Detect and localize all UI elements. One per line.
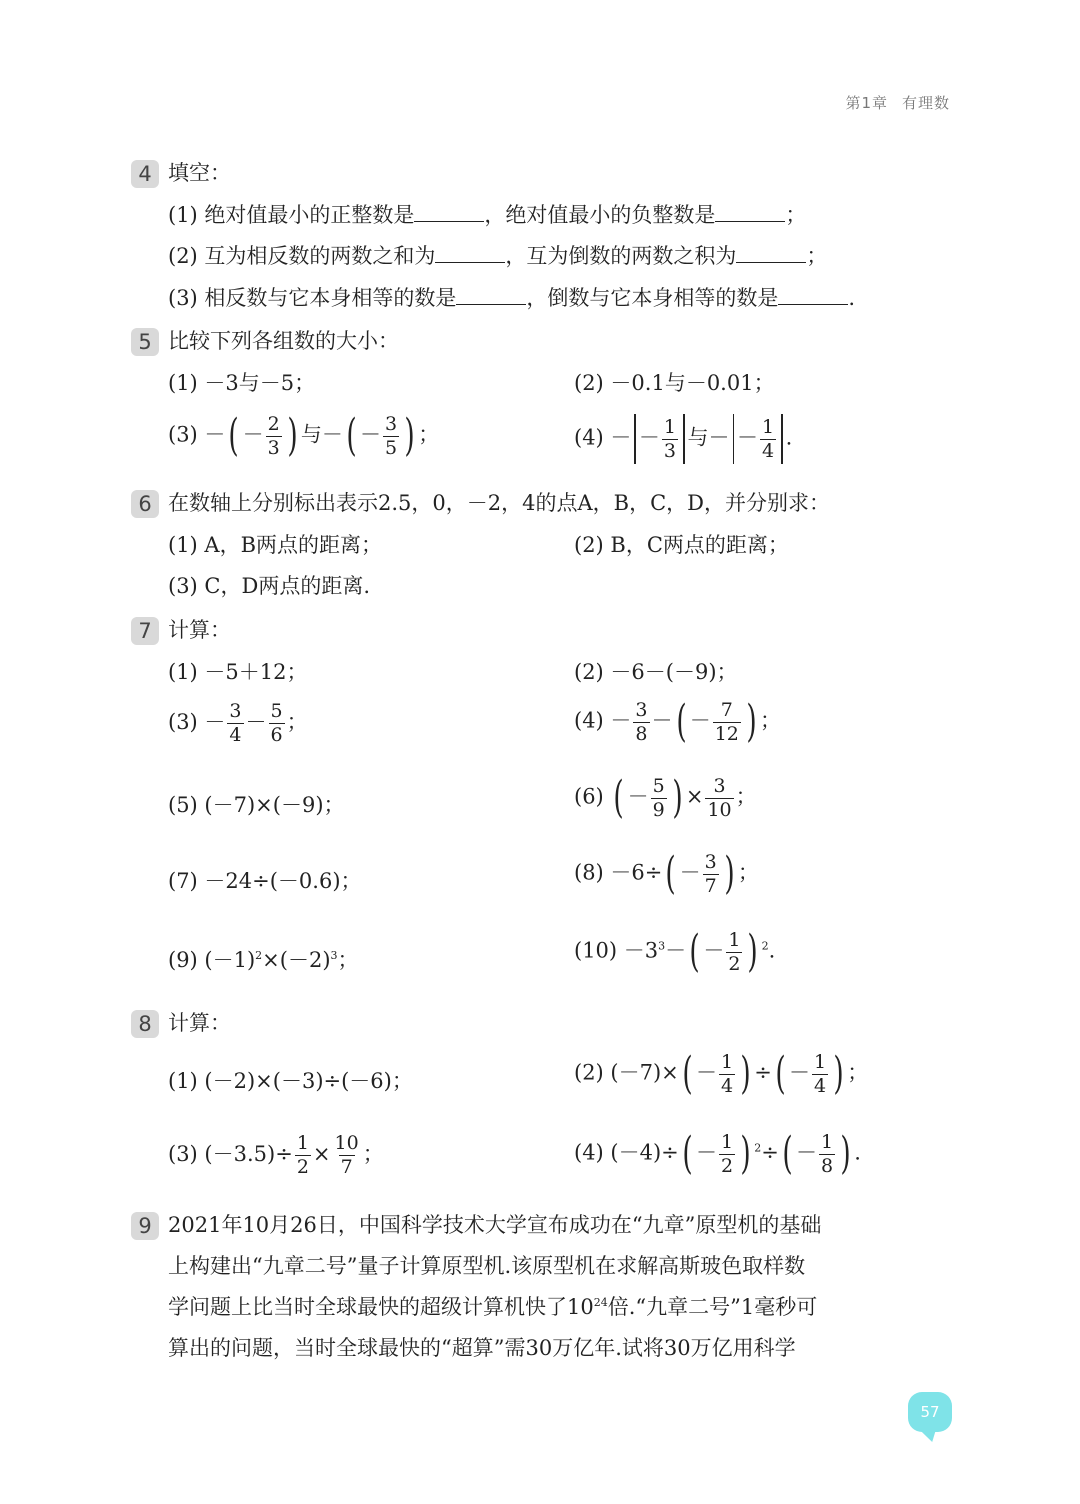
numerator: 5: [270, 700, 283, 722]
exponent: 3: [330, 949, 338, 962]
q4-l3a: (3) 相反数与它本身相等的数是: [168, 286, 457, 310]
answer-blank[interactable]: [414, 220, 484, 222]
answer-blank[interactable]: [778, 303, 848, 305]
fraction: [269, 702, 285, 745]
q5-p4-end: .: [785, 425, 793, 450]
running-header: [831, 92, 950, 113]
q7-item-5: (5) (－7)×(－9)；: [168, 793, 345, 817]
minus-sign: －: [689, 708, 711, 733]
denominator: 3: [663, 439, 677, 462]
fraction: [383, 412, 399, 459]
minus-sign: －: [665, 938, 687, 963]
left-paren: (: [665, 848, 677, 899]
fraction: [713, 698, 741, 745]
abs-bar: [683, 414, 685, 464]
exponent: 24: [593, 1296, 608, 1309]
chapter-title: 有理数: [901, 94, 950, 112]
q6-item-1: (1) A，B两点的距离；: [168, 533, 383, 557]
q7-item-9: [168, 950, 359, 971]
abs-bar: [781, 414, 783, 464]
abs-bar: [634, 414, 636, 464]
fraction: [266, 412, 282, 459]
q7-item-8: [574, 848, 759, 899]
fraction: [703, 850, 719, 897]
exponent: 2: [255, 949, 263, 962]
numerator: 1: [296, 1132, 309, 1154]
q7-item-2: (2) －6－(－9)；: [574, 660, 738, 684]
q7-p4-label: (4) －: [574, 708, 632, 733]
q9-line-3: [168, 1297, 817, 1318]
q4-title: 填空：: [168, 161, 231, 185]
fraction: [633, 698, 649, 745]
q4-item-1: [168, 205, 806, 226]
exponent: 3: [658, 939, 666, 953]
times-sign: ×: [312, 1142, 331, 1166]
numerator: 3: [635, 698, 648, 721]
denominator: 8: [820, 1154, 834, 1177]
q9-line-2: 上构建出“九章二号”量子计算原型机.该原型机在求解高斯玻色取样数: [168, 1254, 806, 1278]
fraction: [333, 1134, 361, 1177]
answer-blank[interactable]: [715, 220, 785, 222]
minus-sign: －: [737, 425, 759, 450]
q8-p2-end: ；: [847, 1060, 869, 1085]
q7-item-3: [168, 702, 308, 745]
q5-p3-label: (3) －: [168, 422, 226, 447]
q5-p3-yu: 与－: [300, 422, 343, 447]
exponent: 2: [754, 1141, 762, 1155]
q6-item-2: (2) B，C两点的距离；: [574, 533, 789, 557]
q4-l2c: ；: [806, 244, 828, 268]
right-paren: ): [747, 926, 759, 977]
numerator: 7: [720, 698, 733, 721]
q4-item-2: [168, 246, 827, 267]
q8-p4-a: (4) (－4)÷: [574, 1140, 679, 1165]
denominator: 9: [652, 798, 665, 821]
q8-title: 计算：: [168, 1011, 231, 1035]
q7-p8-end: ；: [737, 860, 759, 885]
q6-item-3: (3) C，D两点的距离.: [168, 574, 371, 598]
q9-l3b: 倍.“九章二号”1毫秒可: [607, 1295, 818, 1319]
q8-item-2: [574, 1048, 869, 1099]
q7-item-4: [574, 696, 782, 747]
minus-sign: －: [788, 1060, 810, 1085]
q4-l3c: .: [848, 286, 856, 310]
fraction: [726, 928, 742, 975]
q7-item-7: (7) －24÷(－0.6)；: [168, 869, 362, 893]
denominator: 5: [385, 436, 398, 459]
left-paren: (: [228, 410, 240, 461]
q7-item-10: [574, 926, 776, 977]
numerator: 5: [652, 774, 665, 797]
minus-sign: －: [703, 938, 725, 963]
answer-blank[interactable]: [435, 261, 505, 263]
q7-p9-c: ；: [337, 948, 359, 972]
fraction: [705, 774, 733, 821]
right-paren: ): [840, 1128, 851, 1179]
q6-title: 在数轴上分别标出表示2.5，0，－2，4的点A，B，C，D，并分别求：: [168, 491, 830, 515]
divide-sign: ÷: [761, 1140, 779, 1165]
numerator: 1: [762, 415, 775, 438]
q7-p6-label: (6): [574, 784, 611, 809]
q7-p3-label: (3) －: [168, 710, 226, 734]
left-paren: (: [682, 1048, 693, 1099]
q8-p4-end: .: [854, 1140, 861, 1165]
q8-item-3: [168, 1134, 384, 1177]
denominator: 7: [704, 874, 717, 897]
q8-p3-a: (3) (－3.5)÷: [168, 1142, 293, 1166]
left-paren: (: [675, 696, 687, 747]
fraction: [812, 1050, 828, 1097]
answer-blank[interactable]: [456, 303, 526, 305]
numerator: 1: [663, 415, 677, 438]
q7-p3-end: ；: [286, 710, 308, 734]
q5-item-3: [168, 410, 440, 461]
chapter-label: 第1章: [845, 94, 888, 112]
q4-l2a: (2) 互为相反数的两数之和为: [168, 244, 436, 268]
question-number-6: 6: [131, 490, 159, 518]
fraction: [662, 415, 678, 462]
q7-p6-end: ；: [735, 784, 757, 809]
q7-p9-a: (9) (－1): [168, 948, 256, 972]
fraction: [760, 415, 776, 462]
right-paren: ): [404, 410, 415, 461]
abs-bar: [733, 414, 735, 464]
q9-line-4: 算出的问题，当时全球最快的“超算”需30万亿年.试将30万亿用科学: [168, 1336, 796, 1360]
denominator: 10: [707, 798, 732, 821]
right-paren: ): [724, 848, 735, 899]
denominator: 2: [296, 1156, 309, 1178]
minus-sign: －: [360, 422, 382, 447]
denominator: 3: [267, 436, 280, 459]
right-paren: ): [740, 1128, 751, 1179]
minus-sign: －: [638, 425, 660, 450]
q7-item-1: (1) －5＋12；: [168, 660, 308, 684]
fraction: [819, 1130, 835, 1177]
q4-l3b: ，倒数与它本身相等的数是: [526, 286, 779, 310]
fraction: [719, 1050, 735, 1097]
q4-l2b: ，互为倒数的两数之积为: [505, 244, 737, 268]
denominator: 12: [714, 722, 739, 745]
left-paren: (: [346, 410, 357, 461]
q7-p4-end: ；: [760, 708, 782, 733]
left-paren: (: [682, 1128, 693, 1179]
q7-p10-a: (10) －3: [574, 938, 659, 963]
numerator: 1: [720, 1130, 734, 1153]
numerator: 3: [229, 700, 242, 722]
q4-l1c: ；: [785, 203, 807, 227]
question-number-5: 5: [131, 328, 159, 356]
minus-sign: －: [695, 1060, 717, 1085]
denominator: 8: [635, 722, 648, 745]
minus-sign: －: [679, 860, 701, 885]
question-number-7: 7: [131, 617, 159, 645]
numerator: 1: [820, 1130, 834, 1153]
fraction: [651, 774, 667, 821]
numerator: 1: [728, 928, 741, 951]
minus-sign: －: [795, 1140, 817, 1165]
numerator: 3: [385, 412, 398, 435]
q5-item-1: (1) －3与－5；: [168, 371, 316, 395]
q7-p9-b: ×(－2): [262, 948, 331, 972]
right-paren: ): [672, 772, 683, 823]
question-number-9: 9: [131, 1212, 159, 1240]
q5-item-4: [574, 414, 792, 464]
page-number: 57: [908, 1392, 952, 1432]
q8-item-4: [574, 1128, 861, 1179]
minus-sign: －: [651, 708, 673, 733]
q9-line-1: 2021年10月26日，中国科学技术大学宣布成功在“九章”原型机的基础: [168, 1213, 822, 1237]
q9-l3a: 学问题上比当时全球最快的超级计算机快了10: [168, 1295, 594, 1319]
fraction: [719, 1130, 735, 1177]
numerator: 2: [267, 412, 280, 435]
minus-sign: －: [245, 710, 267, 734]
minus-sign: －: [627, 784, 649, 809]
question-number-8: 8: [131, 1010, 159, 1038]
denominator: 4: [229, 724, 242, 746]
q7-item-6: [574, 772, 757, 823]
q5-p4-label: (4) －: [574, 425, 632, 450]
left-paren: (: [689, 926, 700, 977]
denominator: 2: [728, 952, 741, 975]
numerator: 1: [813, 1050, 827, 1073]
fraction: [295, 1134, 311, 1177]
q5-item-2: (2) －0.1与－0.01；: [574, 371, 775, 395]
question-number-4: 4: [131, 160, 159, 188]
answer-blank[interactable]: [736, 261, 806, 263]
q5-title: 比较下列各组数的大小：: [168, 329, 399, 353]
right-paren: ): [833, 1048, 844, 1099]
q5-p3-end: ；: [418, 422, 440, 447]
times-sign: ×: [685, 784, 704, 809]
q8-p2-a: (2) (－7)×: [574, 1060, 679, 1085]
numerator: 10: [334, 1132, 359, 1154]
denominator: 4: [762, 439, 775, 462]
fraction: [227, 702, 243, 745]
q7-title: 计算：: [168, 618, 231, 642]
left-paren: (: [782, 1128, 793, 1179]
minus-sign: －: [695, 1140, 717, 1165]
denominator: 7: [340, 1156, 353, 1178]
left-paren: (: [775, 1048, 786, 1099]
q4-item-3: [168, 288, 855, 309]
right-paren: ): [740, 1048, 751, 1099]
q7-p10-end: .: [768, 938, 776, 963]
denominator: 4: [813, 1074, 827, 1097]
q7-p8-label: (8) －6÷: [574, 860, 663, 885]
exponent: 2: [761, 939, 769, 953]
right-paren: ): [287, 410, 298, 461]
minus-sign: －: [242, 422, 264, 447]
right-paren: ): [746, 696, 757, 747]
numerator: 1: [720, 1050, 734, 1073]
left-paren: (: [613, 772, 625, 823]
divide-sign: ÷: [754, 1060, 772, 1085]
numerator: 3: [713, 774, 726, 797]
numerator: 3: [704, 850, 717, 873]
q4-l1a: (1) 绝对值最小的正整数是: [168, 203, 415, 227]
q5-p4-yu: 与－: [687, 425, 730, 450]
denominator: 2: [720, 1154, 734, 1177]
q8-p3-end: ；: [362, 1142, 384, 1166]
denominator: 4: [720, 1074, 734, 1097]
q8-item-1: (1) (－2)×(－3)÷(－6)；: [168, 1069, 413, 1093]
q4-l1b: ，绝对值最小的负整数是: [484, 203, 716, 227]
denominator: 6: [270, 724, 283, 746]
